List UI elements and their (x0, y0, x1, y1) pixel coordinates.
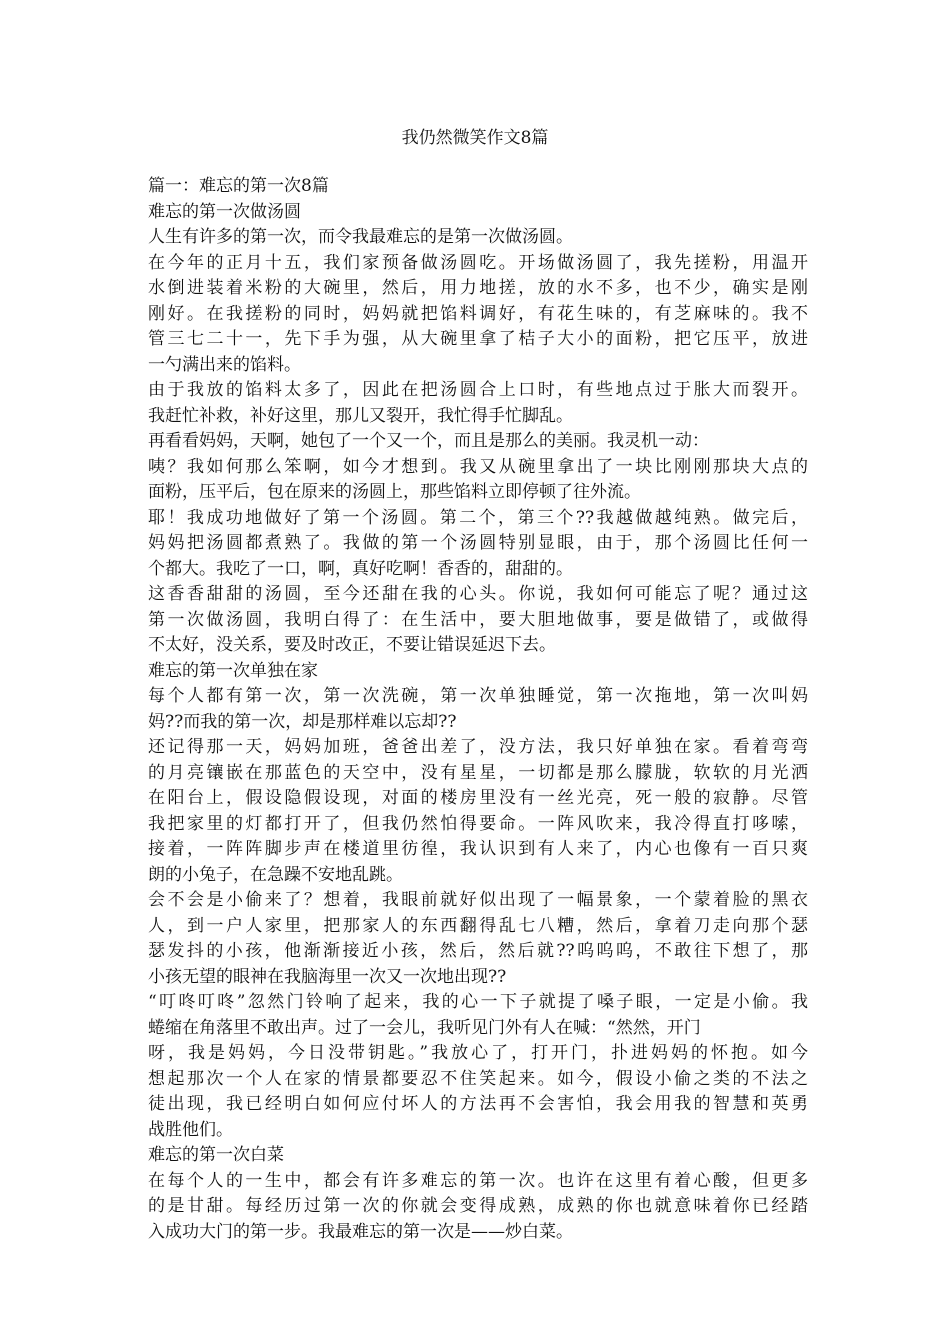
text-line: “叮咚叮咚”忽然门铃响了起来，我的心一下子就提了嗓子眼，一定是小偷。我 (148, 992, 808, 1012)
text-line: 咦？我如何那么笨啊，如今才想到。我又从碗里拿出了一块比刚刚那块大点的 (148, 456, 808, 477)
text-line: 再看看妈妈，天啊，她包了一个又一个，而且是那么的美丽。我灵机一动： (148, 431, 709, 451)
text-line: 人，到一户人家里，把那家人的东西翻得乱七八糟，然后，拿着刀走向那个瑟 (148, 915, 808, 936)
text-line: 每个人都有第一次，第一次洗碗，第一次单独睡觉，第一次拖地，第一次叫妈 (148, 686, 808, 706)
text-line: 我赶忙补救，补好这里，那儿又裂开，我忙得手忙脚乱。 (148, 405, 573, 426)
text-line: 水倒进装着米粉的大碗里，然后，用力地搓，放的水不多，也不少，确实是刚 (148, 278, 808, 298)
text-line: 瑟发抖的小孩，他渐渐接近小孩，然后，然后就??呜呜呜，不敢往下想了，那 (148, 941, 808, 961)
text-line: 妈妈把汤圆都煮熟了。我做的第一个汤圆特别显眼，由于，那个汤圆比任何一 (148, 533, 808, 553)
text-line: 难忘的第一次白菜 (148, 1145, 284, 1165)
text-line: 我把家里的灯都打开了，但我仍然怕得要命。一阵风吹来，我冷得直打哆嗦， (148, 813, 808, 834)
text-line: 接着，一阵阵脚步声在楼道里彷徨，我认识到有人来了，内心也像有一百只爽 (148, 839, 808, 859)
text-line: 个都大。我吃了一口，啊，真好吃啊！香香的，甜甜的。 (148, 558, 573, 579)
text-line: 管三七二十一，先下手为强，从大碗里拿了桔子大小的面粉，把它压平，放进 (148, 329, 808, 349)
text-line: 难忘的第一次做汤圆 (148, 201, 301, 222)
text-line: 在今年的正月十五，我们家预备做汤圆吃。开场做汤圆了，我先搓粉，用温开 (148, 252, 808, 273)
text-line: 不太好，没关系，要及时改正，不要让错误延迟下去。 (148, 635, 556, 655)
text-line: 在阳台上，假设隐假设现，对面的楼房里没有一丝光亮，死一般的寂静。尽管 (148, 788, 808, 808)
text-line: 这香香甜甜的汤圆，至今还甜在我的心头。你说，我如何可能忘了呢？通过这 (148, 584, 808, 604)
document-body (148, 174, 808, 1245)
text-line: 一勺满出来的馅料。 (148, 354, 301, 375)
text-line: 在每个人的一生中，都会有许多难忘的第一次。也许在这里有着心酸，但更多 (148, 1170, 808, 1191)
text-line: 面粉，压平后，包在原来的汤圆上，那些馅料立即停顿了往外流。 (148, 482, 641, 502)
text-line: 还记得那一天，妈妈加班，爸爸出差了，没方法，我只好单独在家。看着弯弯 (148, 737, 808, 757)
text-line: 蜷缩在角落里不敢出声。过了一会儿，我听见门外有人在喊：“然然，开门 (148, 1017, 701, 1038)
text-line: 第一次做汤圆，我明白得了：在生活中，要大胆地做事，要是做错了，或做得 (148, 609, 808, 630)
text-line: 刚好。在我搓粉的同时，妈妈就把馅料调好，有花生味的，有芝麻味的。我不 (148, 303, 808, 324)
text-line: 小孩无望的眼神在我脑海里一次又一次地出现?? (148, 966, 507, 987)
text-line: 难忘的第一次单独在家 (148, 660, 318, 681)
text-line: 耶！我成功地做好了第一个汤圆。第二个，第三个??我越做越纯熟。做完后， (148, 507, 808, 528)
text-line: 徒出现，我已经明白如何应付坏人的方法再不会害怕，我会用我的智慧和英勇 (148, 1094, 808, 1114)
text-line: 由于我放的馅料太多了，因此在把汤圆合上口时，有些地点过于胀大而裂开。 (148, 380, 808, 400)
text-line: 呀，我是妈妈，今日没带钥匙。”我放心了，打开门，扑进妈妈的怀抱。如今 (148, 1043, 808, 1063)
document-title: 我仍然微笑作文8篇 (401, 128, 549, 148)
text-line: 想起那次一个人在家的情景都要忍不住笑起来。如今，假设小偷之类的不法之 (148, 1068, 808, 1089)
text-line: 入成功大门的第一步。我最难忘的第一次是——炒白菜。 (148, 1221, 573, 1242)
text-line: 人生有许多的第一次，而令我最难忘的是第一次做汤圆。 (148, 227, 573, 247)
text-line: 会不会是小偷来了？想着，我眼前就好似出现了一幅景象，一个蒙着脸的黑衣 (148, 890, 808, 910)
text-line: 战胜他们。 (148, 1119, 233, 1140)
text-line: 的是甘甜。每经历过第一次的你就会变得成熟，成熟的你也就意味着你已经踏 (148, 1196, 808, 1216)
text-line: 朗的小兔子，在急躁不安地乱跳。 (148, 864, 403, 885)
text-line: 的月亮镶嵌在那蓝色的天空中，没有星星，一切都是那么朦胧，软软的月光洒 (148, 762, 808, 783)
text-line: 篇一：难忘的第一次8篇 (148, 176, 329, 196)
text-line: 妈??而我的第一次，却是那样难以忘却?? (148, 711, 457, 732)
